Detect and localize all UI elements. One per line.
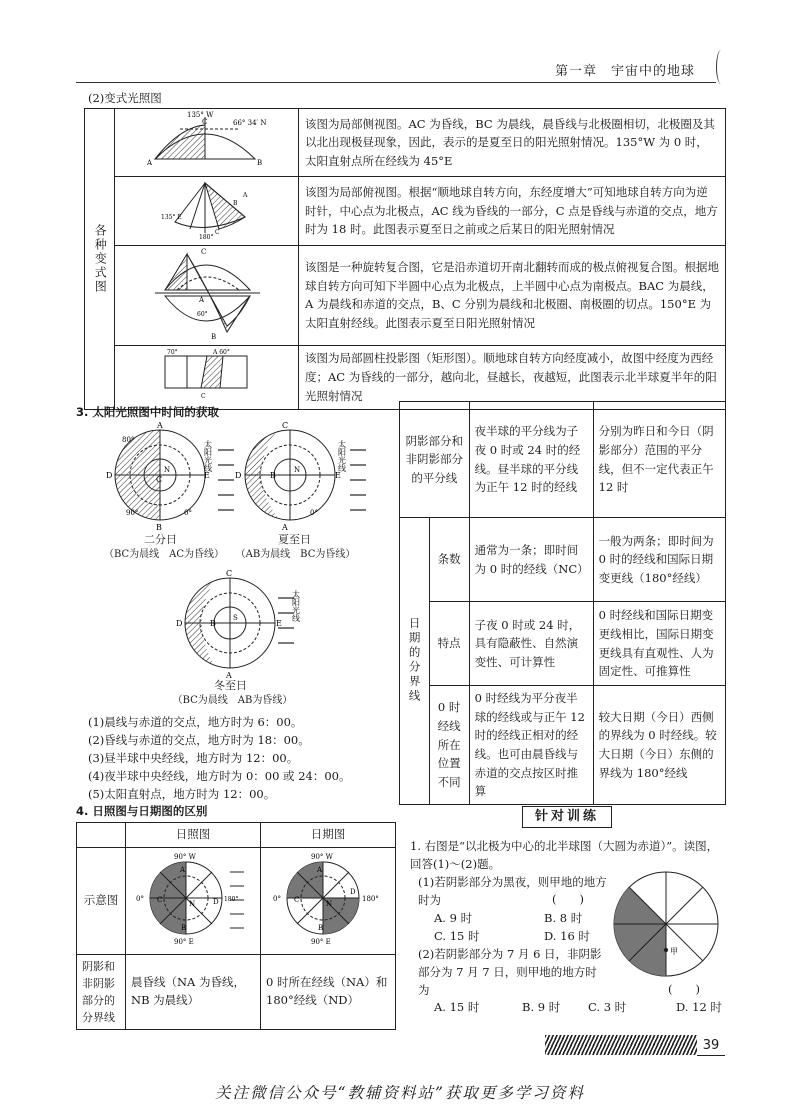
q1-stem: 1. 右图是“以北极为中心的北半球图（大圆为赤道）”。读图，回答(1)～(2)题。 [410,839,719,871]
t2-k1b: 一般为两条；即时间为 0 时的经线和国际日期变更线（180°经线） [593,518,725,602]
q1-fig-jia: 甲 [670,947,678,956]
winter-caption: 冬至日 [214,679,247,692]
fig1-lbl-c: C [202,118,208,126]
t2-r1h: 阴影部分和非阴影部分的平分线 [400,402,470,518]
f1-n: N [189,899,196,908]
fig4-lbl-b: A 60° [213,348,230,356]
f2-b: B [318,923,324,932]
q1-bracket1: ( ) [552,892,584,906]
chapter-header: 第一章 宇宙中的地球 [555,64,696,79]
q1-opt-c[interactable]: C. 15 时 [434,929,480,943]
q1-part1: (1)若阴影部分为黑夜，则甲地的地方时为 [418,875,607,907]
fig1-lbl-b: 66° 34′ N [233,119,267,127]
su-c: C [282,421,289,430]
eq-n: N [164,466,171,474]
su-e: E [335,471,341,480]
f2-left: 0° [273,894,281,903]
q1-opt-d[interactable]: D. 16 时 [544,929,590,943]
eq-sun: 太阳光线 [203,440,213,472]
wi-sun: 太阳光线 [291,590,301,622]
t2-k2b: 0 时经线和国际日期变更线相比，国际日期变更线具有直观性、人为固定性、可推算性 [593,602,725,686]
su-sun: 太阳光线 [337,440,347,472]
su-0: 0° [310,509,318,517]
variant-table [84,108,726,410]
compare-corner [77,823,126,848]
fig3-lbl-a: A [199,295,205,304]
fig-top-view [115,177,299,245]
fig4-lbl-a: 70° [167,348,178,356]
eq-90: 90° [126,509,139,517]
compare-c22: 0 时所在经线（NA）和 180°经线（ND） [261,954,396,1029]
t2-k3b: 较大日期（今日）西侧的界线为 0 时经线。较大日期（今日）东侧的界线为 180°经线 [593,686,725,805]
t2-k1: 条数 [429,518,469,602]
fig-side-view [115,109,299,177]
time-rule-5: (5)太阳直射点，地方时为 12：00。 [88,787,276,801]
wi-e: E [276,619,282,628]
f1-left: 0° [136,894,144,903]
su-n: N [294,466,301,474]
wi-a: A [226,671,232,680]
time-rule-1: (1)晨线与赤道的交点，地方时为 6：00。 [88,715,303,729]
compare-row1: 示意图 [77,847,126,954]
variant-text-4: 该图为局部圆柱投影图（矩形图）。顺地球自转方向经度减小，故图中经度为西经度；AC 为昏线的一部分，越向北，昼越长，夜越短，此图表示北半球夏半年的阳光照射情况 [299,345,726,409]
boundary-table [399,401,726,805]
variant-text-3: 该图是一种旋转复合图，它是沿赤道切开南北翻转而成的极点俯视复合图。根据地球自转方向可知下半圆中心点为北极点，上半圆中心点为南极点。BAC 为晨线，A 为晨线和赤道的交点，B、C 分别为晨线和北极圈、南极圈的切点。150°E 为太阳直射经线。此图表示夏至日阳光照射情况 [299,245,726,345]
training-title: 针对训练 [522,806,612,828]
compare-row2: 阴影和非阴影部分的分界线 [77,954,126,1029]
q1-options2 [434,999,724,1016]
wi-b: B [210,619,216,628]
wi-d: D [176,619,183,628]
t2-r1b: 分别为昨日和今日（阴影部分）范围的平分线，但不一定代表正午 12 时 [593,402,725,518]
eq-0: 0° [184,509,192,517]
compare-c21: 晨昏线（NA 为昏线，NB 为晨线） [126,954,261,1029]
time-rule-4: (4)夜半球中央经线，地方时为 0：00 或 24：00。 [88,769,351,783]
summer-sub: （AB为晨线 BC为昏线） [235,549,356,560]
t2-k2: 特点 [429,602,469,686]
variant-text-2: 该图为局部俯视图。根据“顺地球自转方向，东经度增大”可知地球自转方向为逆时针，中心点为北极点，AC 线为昏线的一部分，C 点是昏线与赤道的交点，地方时为 18 时。此图表示夏至日之前或之后某日的阳光照射情况 [299,177,726,245]
q1-figure [610,868,722,980]
summer-caption: 夏至日 [278,533,311,546]
f2-d: D [350,887,356,896]
eq-c: C [156,475,163,484]
t2-k3: 0 时经线所在位置不同 [429,686,469,805]
compare-fig1 [126,847,261,954]
fig1-lbl-e: B [257,159,263,167]
compare-fig2 [261,847,396,954]
f1-top: 90° W [174,852,196,861]
su-d: D [235,471,242,480]
page-stripe [545,1035,697,1055]
time-rule-3: (3)昼半球中央经线，地方时为 12：00。 [88,751,299,765]
eq-80: 80° [122,436,135,444]
wi-c: C [226,569,233,578]
fig3-lbl-c: C [201,247,207,256]
fig1-lbl-a: 135° W [187,111,214,119]
f1-a: A [180,865,186,874]
t2-r1a: 夜半球的平分线为子夜 0 时或 24 时的经线。昼半球的平分线为正午 12 时的经线 [469,402,593,518]
fig2-lbl-b: 180° [199,234,214,240]
footer-note: 关注微信公众号“教辅资料站”获取更多学习资料 [215,1084,585,1102]
f2-bot: 90° E [311,937,331,946]
fig2-lbl-e: C [215,229,220,237]
wi-s: S [233,614,238,622]
q1-part2: (2)若阴影部分为 7 月 6 日，非阴影部分为 7 月 7 日，则甲地的地方时为 [418,947,602,997]
q1-opt-a[interactable]: A. 9 时 [434,911,473,925]
header-rule [76,82,716,83]
q2-opt-d[interactable]: D. 12 时 [676,1000,722,1014]
t2-k3a: 0 时经线为平分夜半球的经线或与正午 12 时的经线正相对的经线。也可由晨昏线与赤道的交点按区时推算 [469,686,593,805]
su-a: A [282,523,288,532]
eq-b: B [156,523,162,532]
eq-e: E [204,471,210,480]
f2-a: A [317,865,323,874]
f1-right: 180° [224,895,239,903]
q1-opt-b[interactable]: B. 8 时 [544,911,583,925]
t2-k1a: 通常为一条；即时间为 0 时的经线（NC） [469,518,593,602]
fig3-lbl-b: B [211,332,217,340]
t2-group: 日期的分界线 [400,518,430,805]
variant-side-label: 各种变式图 [85,109,115,410]
f1-c: C [157,895,163,904]
q1-options1 [434,909,604,945]
time-rules [88,713,350,803]
su-b: B [270,471,276,480]
fig1-lbl-d: A [147,159,153,167]
eq-d: D [106,471,113,480]
compare-col1: 日照图 [126,823,261,848]
fig2-lbl-c: A [243,192,248,200]
f2-n: N [326,899,333,908]
compare-table [76,822,396,1030]
variant-text-1: 该图为局部侧视图。AC 为昏线，BC 为晨线，晨昏线与北极圈相切，北极圈及其以北出现极昼现象，因此，表示的是夏至日的阳光照射情况。135°W 为 0 时，太阳直射点所在经线为 45°E [299,109,726,177]
q2-opt-a[interactable]: A. 15 时 [434,1000,480,1014]
header-bracket [716,50,726,84]
eq-a: A [157,421,163,430]
fig2-lbl-a: 135° E [161,214,182,222]
time-rule-2: (2)昏线与赤道的交点，地方时为 18：00。 [88,733,310,747]
f1-b: B [181,923,187,932]
q1-bracket2: ( ) [668,982,700,996]
f1-bot: 90° E [174,937,194,946]
summer-diagram [235,421,366,532]
page-number: 39 [697,1036,725,1056]
equinox-caption: 二分日 [144,533,177,546]
fig-rect-view [115,345,299,409]
f1-d: D [213,897,219,906]
compare-col2: 日期图 [261,823,396,848]
f2-top: 90° W [311,852,333,861]
equinox-sub: （BC为晨线 AC为昏线） [104,549,225,560]
t2-k2a: 子夜 0 时或 24 时，具有隐蔽性、自然演变性、可计算性 [469,602,593,686]
winter-diagram [176,569,301,680]
winter-sub: （BC为晨线 AB为昏线） [172,695,293,706]
fig4-lbl-c: C [201,392,206,400]
s3-title: 3. 太阳光照图中时间的获取 [76,405,219,419]
fig-rotated-view [115,245,299,345]
fig2-lbl-d: B [233,200,238,208]
f2-c: C [294,895,300,904]
fig3-lbl-deg: 60° [197,310,208,318]
q2-opt-c[interactable]: C. 3 时 [588,1000,627,1014]
f2-right: 180° [362,894,379,903]
s2-title: (2)变式光照图 [88,91,162,105]
s4-title: 4. 日照图与日期图的区别 [76,804,208,818]
q2-opt-b[interactable]: B. 9 时 [522,1000,561,1014]
equinox-diagram [106,421,234,532]
